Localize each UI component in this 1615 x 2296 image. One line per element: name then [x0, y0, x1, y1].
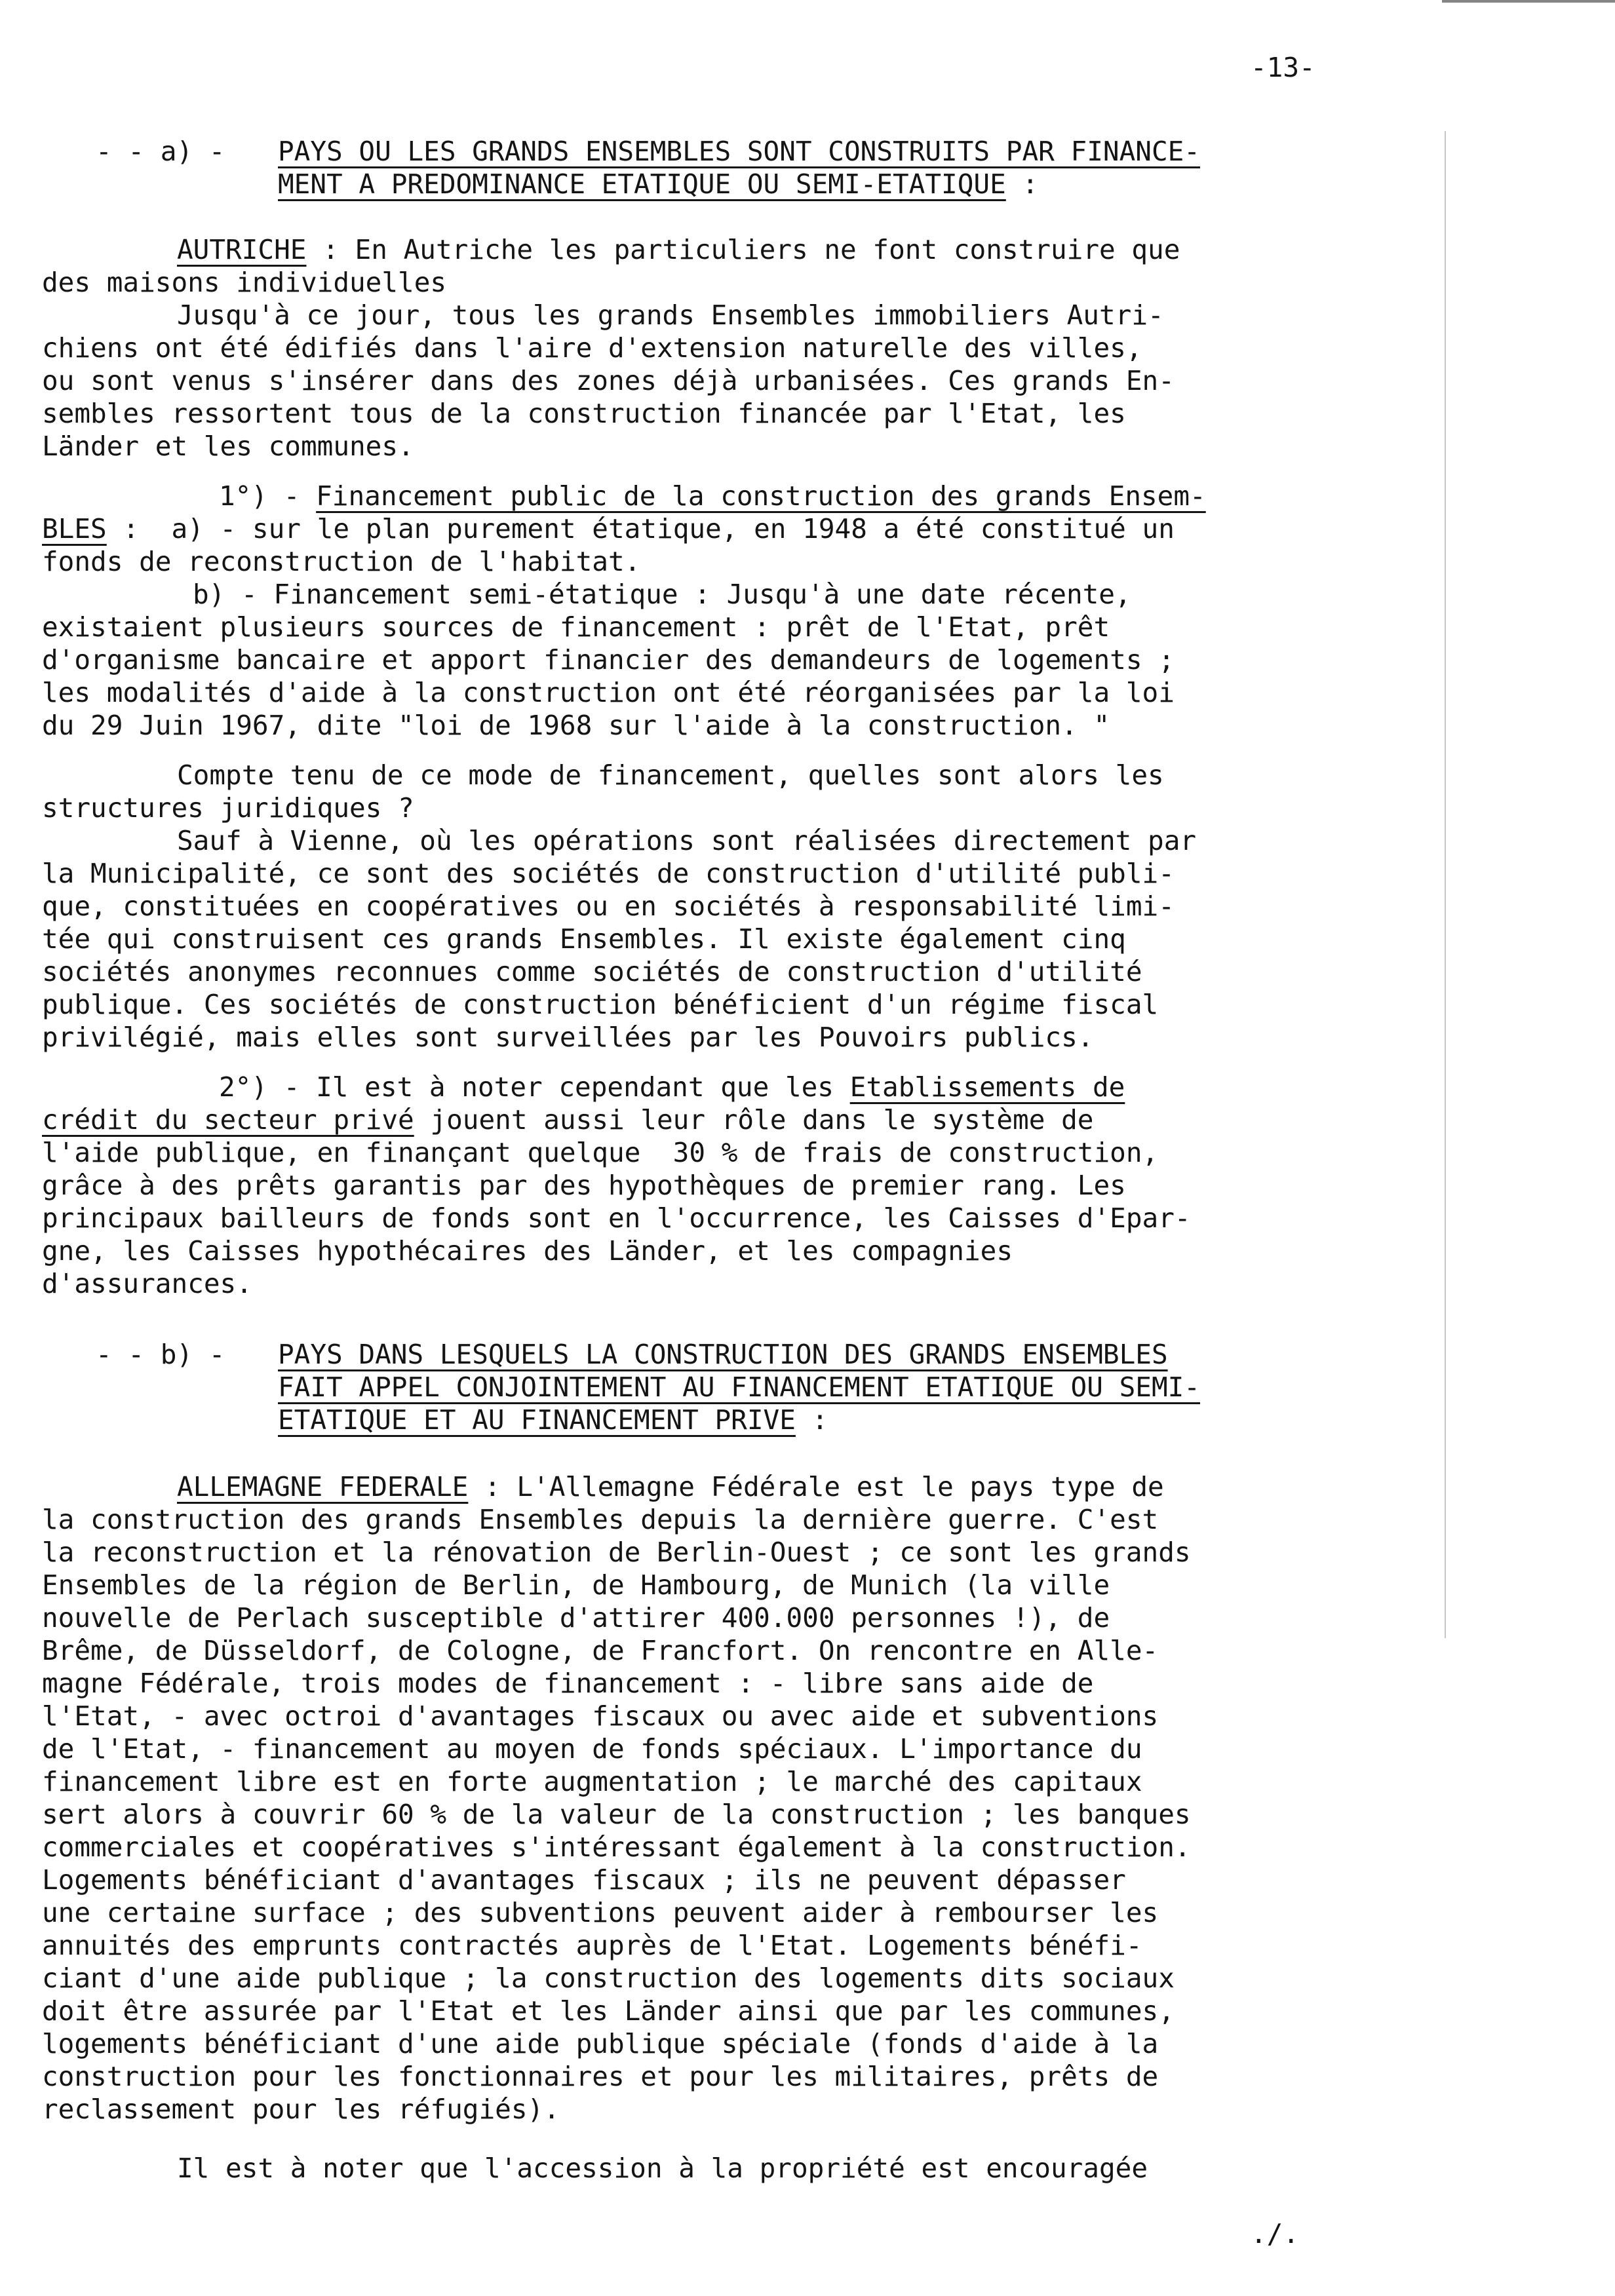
allemagne-line-4: Ensembles de la région de Berlin, de Hambourg, de Munich (la ville — [42, 1569, 1110, 1601]
allemagne-line-12: commerciales et coopératives s'intéressant également à la construction. — [42, 1831, 1191, 1863]
point-2-line-5: principaux bailleurs de fonds sont en l'occurrence, les Caisses d'Epar- — [42, 1202, 1191, 1234]
autriche-line-2: des maisons individuelles — [42, 267, 447, 298]
point-2-line-7: d'assurances. — [42, 1268, 252, 1299]
section-a-marker: - - a) - — [96, 136, 225, 167]
point-1-line-5: existaient plusieurs sources de financement : prêt de l'Etat, prêt — [42, 611, 1110, 643]
point-1-prefix: 1°) - — [219, 480, 317, 512]
section-b-marker: - - b) - — [96, 1339, 225, 1370]
autriche-line-4: chiens ont été édifiés dans l'aire d'extension naturelle des villes, — [42, 332, 1142, 364]
autriche-line-6: sembles ressortent tous de la construction financée par l'Etat, les — [42, 398, 1126, 429]
point-1-line-4: b) - Financement semi-étatique : Jusqu'à une date récente, — [193, 579, 1131, 610]
scan-edge-top — [1442, 0, 1615, 3]
structures-line-1: Compte tenu de ce mode de financement, quelles sont alors les — [177, 759, 1164, 791]
point-1-line-1 — [219, 480, 1206, 512]
section-a-heading-colon: : — [1005, 168, 1039, 200]
point-2-line-2-text: jouent aussi leur rôle dans le système de — [414, 1104, 1094, 1136]
allemagne-line-15: annuités des emprunts contractés auprès de l'Etat. Logements bénéfi- — [42, 1930, 1142, 1961]
allemagne-line-18: logements bénéficiant d'une aide publique spéciale (fonds d'aide à la — [42, 2028, 1159, 2059]
point-2-prefix: 2°) - Il est à noter cependant que les — [219, 1071, 850, 1103]
continuation-mark: ./. — [1251, 2218, 1300, 2249]
allemagne-line-20: reclassement pour les réfugiés). — [42, 2094, 560, 2125]
point-1-line-2-text: : a) - sur le plan purement étatique, en 1948 a été constitué un — [106, 513, 1175, 545]
section-b-heading-line-3 — [278, 1404, 828, 1436]
allemagne-line-1 — [177, 1470, 1164, 1503]
allemagne-line-6: Brême, de Düsseldorf, de Cologne, de Francfort. On rencontre en Alle- — [42, 1635, 1159, 1666]
point-2-line-1 — [219, 1071, 1125, 1103]
point-2-underlined-2: crédit du secteur privé — [42, 1104, 414, 1136]
point-1-title-1: Financement public de la construction des grands Ensem- — [316, 480, 1206, 512]
allemagne-line-10: financement libre est en forte augmentation ; le marché des capitaux — [42, 1766, 1142, 1797]
structures-line-7: sociétés anonymes reconnues comme sociétés de construction d'utilité — [42, 956, 1142, 987]
allemagne-line-1-text: : L'Allemagne Fédérale est le pays type de — [468, 1471, 1164, 1502]
allemagne-line-7: magne Fédérale, trois modes de financement : - libre sans aide de — [42, 1668, 1094, 1699]
structures-line-4: la Municipalité, ce sont des sociétés de construction d'utilité publi- — [42, 858, 1175, 889]
section-b-heading-line-1 — [278, 1338, 1168, 1371]
autriche-line-3: Jusqu'à ce jour, tous les grands Ensembles immobiliers Autri- — [177, 299, 1164, 331]
point-1-line-6: d'organisme bancaire et apport financier des demandeurs de logements ; — [42, 644, 1175, 676]
section-b-heading-text-2: FAIT APPEL CONJOINTEMENT AU FINANCEMENT ETATIQUE OU SEMI- — [278, 1371, 1200, 1403]
section-b-heading-text-1: PAYS DANS LESQUELS LA CONSTRUCTION DES GRANDS ENSEMBLES — [278, 1339, 1168, 1370]
closing-line-1: Il est à noter que l'accession à la propriété est encouragée — [177, 2152, 1148, 2184]
section-a-heading-text-1: PAYS OU LES GRANDS ENSEMBLES SONT CONSTRUITS PAR FINANCE- — [278, 136, 1200, 167]
allemagne-line-3: la reconstruction et la rénovation de Berlin-Ouest ; ce sont les grands — [42, 1537, 1191, 1568]
autriche-line-7: Länder et les communes. — [42, 430, 414, 462]
allemagne-line-14: une certaine surface ; des subventions peuvent aider à rembourser les — [42, 1897, 1159, 1928]
point-2-underlined-1: Etablissements de — [849, 1071, 1125, 1103]
point-2-line-2 — [42, 1103, 1093, 1136]
section-b-heading-text-3: ETATIQUE ET AU FINANCEMENT PRIVE — [278, 1404, 796, 1436]
point-1-line-2 — [42, 512, 1175, 545]
structures-line-2: structures juridiques ? — [42, 792, 414, 824]
allemagne-label: ALLEMAGNE FEDERALE — [177, 1471, 469, 1502]
structures-line-5: que, constituées en coopératives ou en sociétés à responsabilité limi- — [42, 890, 1175, 922]
section-b-heading-line-2 — [278, 1371, 1200, 1404]
section-a-heading-line-1 — [278, 135, 1200, 168]
autriche-line-5: ou sont venus s'insérer dans des zones déjà urbanisées. Ces grands En- — [42, 365, 1175, 396]
autriche-label: AUTRICHE — [177, 234, 307, 265]
autriche-line-1 — [177, 233, 1180, 266]
allemagne-line-8: l'Etat, - avec octroi d'avantages fiscaux ou avec aide et subventions — [42, 1700, 1159, 1732]
point-1-line-8: du 29 Juin 1967, dite "loi de 1968 sur l'aide à la construction. " — [42, 710, 1110, 741]
allemagne-line-2: la construction des grands Ensembles depuis la dernière guerre. C'est — [42, 1504, 1159, 1535]
section-b-heading-colon: : — [795, 1404, 828, 1436]
point-1-line-3: fonds de reconstruction de l'habitat. — [42, 546, 641, 577]
allemagne-line-17: doit être assurée par l'Etat et les Länder ainsi que par les communes, — [42, 1995, 1175, 2027]
point-1-line-7: les modalités d'aide à la construction ont été réorganisées par la loi — [42, 677, 1175, 708]
point-2-line-4: grâce à des prêts garantis par des hypothèques de premier rang. Les — [42, 1170, 1126, 1201]
autriche-line-1-text: : En Autriche les particuliers ne font construire que — [306, 234, 1180, 265]
structures-line-3: Sauf à Vienne, où les opérations sont réalisées directement par — [177, 825, 1197, 856]
allemagne-line-9: de l'Etat, - financement au moyen de fonds spéciaux. L'importance du — [42, 1733, 1142, 1765]
allemagne-line-19: construction pour les fonctionnaires et pour les militaires, prêts de — [42, 2061, 1159, 2092]
structures-line-9: privilégié, mais elles sont surveillées par les Pouvoirs publics. — [42, 1022, 1094, 1053]
point-1-title-2: BLES — [42, 513, 107, 545]
allemagne-line-5: nouvelle de Perlach susceptible d'attirer 400.000 personnes !), de — [42, 1602, 1110, 1634]
point-2-line-6: gne, les Caisses hypothécaires des Länder, et les compagnies — [42, 1235, 1013, 1267]
allemagne-line-11: sert alors à couvrir 60 % de la valeur de la construction ; les banques — [42, 1799, 1191, 1830]
scan-edge-right — [1445, 131, 1446, 1638]
page-number: -13- — [1251, 52, 1315, 83]
section-a-heading-text-2: MENT A PREDOMINANCE ETATIQUE OU SEMI-ETATIQUE — [278, 168, 1006, 200]
allemagne-line-16: ciant d'une aide publique ; la construction des logements dits sociaux — [42, 1962, 1175, 1994]
point-2-line-3: l'aide publique, en finançant quelque 30 % de frais de construction, — [42, 1137, 1159, 1168]
allemagne-line-13: Logements bénéficiant d'avantages fiscaux ; ils ne peuvent dépasser — [42, 1864, 1126, 1896]
section-a-heading-line-2 — [278, 168, 1038, 201]
structures-line-6: tée qui construisent ces grands Ensembles. Il existe également cinq — [42, 923, 1126, 955]
structures-line-8: publique. Ces sociétés de construction bénéficient d'un régime fiscal — [42, 989, 1159, 1020]
